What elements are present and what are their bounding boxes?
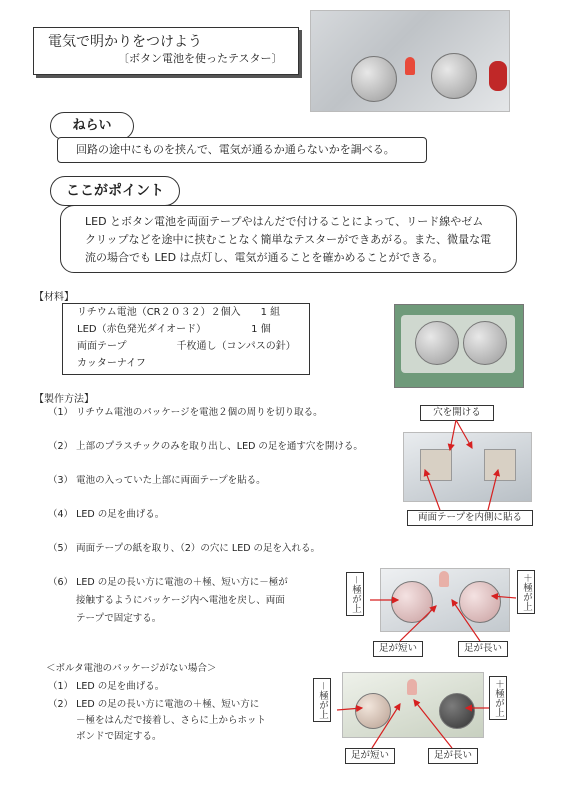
led-image (439, 571, 449, 587)
battery-image (463, 321, 507, 365)
hole-label: 穴を開ける (420, 405, 494, 421)
tape-square-image (420, 449, 452, 481)
method-step: 接触するようにパッケージ内へ電池を戻し、両面 (76, 595, 285, 606)
scissors-handle-image (489, 61, 507, 91)
material-item: LED（赤色発光ダイオード） 1 個 (77, 324, 271, 335)
battery-image (351, 56, 397, 102)
alt-step: （1） LED の足を曲げる。 (48, 681, 165, 692)
point-line: クリップなどを途中に挟むことなく簡単なテスターができあがる。また、微量な電 (85, 233, 492, 246)
led-image (405, 57, 415, 75)
page-subtitle: 〔ボタン電池を使ったテスター〕 (118, 52, 283, 65)
method-step: （2） 上部のプラスチックのみを取り出し、LED の足を通す穴を開ける。 (48, 441, 363, 452)
page-title: 電気で明かりをつけよう (48, 34, 202, 50)
battery-image (439, 693, 475, 729)
point-line: LED とボタン電池を両面テープやはんだで付けることによって、リード線やゼム (85, 215, 484, 228)
alt-step: －極をはんだで接着し、さらに上からホット (76, 715, 267, 726)
battery-image (431, 53, 477, 99)
method-step: （5） 両面テープの紙を取り、（2）の穴に LED の足を入れる。 (48, 543, 321, 554)
battery-image (391, 581, 433, 623)
scissors-tester-photo (310, 10, 510, 112)
material-item: 両面テープ 千枚通し（コンパスの針） (77, 341, 296, 352)
method-heading: 【製作方法】 (34, 394, 94, 405)
method-step: （6） LED の足の長い方に電池の＋極、短い方に－極が (48, 577, 288, 588)
alt-step: （2） LED の足の長い方に電池の＋極、短い方に (48, 699, 260, 710)
soldered-tester-photo (342, 672, 484, 738)
battery-image (459, 581, 501, 623)
aim-text: 回路の途中にものを挟んで、電気が通るか通らないかを調べる。 (76, 143, 395, 156)
point-box (60, 205, 517, 273)
materials-box (62, 303, 310, 375)
plus-pole-label: ＋極が上 (517, 570, 535, 614)
alt-heading: ＜ボルタ電池のパッケージがない場合＞ (46, 663, 217, 674)
material-item: リチウム電池（CR２０３２）２個入 1 組 (77, 307, 281, 318)
method-step: （1） リチウム電池のパッケージを電池２個の周りを切り取る。 (48, 407, 323, 418)
title-box (33, 27, 299, 75)
aim-heading: ねらい (50, 112, 134, 140)
tape-label: 両面テープを内側に貼る (407, 510, 533, 526)
aim-box (57, 137, 427, 163)
plus-pole-label: ＋極が上 (489, 676, 507, 720)
materials-heading: 【材料】 (34, 292, 74, 303)
point-heading: ここがポイント (50, 176, 180, 206)
method-step: テープで固定する。 (76, 613, 162, 624)
battery-image (415, 321, 459, 365)
package-cut-photo (403, 432, 532, 502)
tape-square-image (484, 449, 516, 481)
material-item: カッターナイフ (77, 358, 146, 369)
minus-pole-label: －極が上 (313, 678, 331, 722)
short-leg-label: 足が短い (345, 748, 395, 764)
long-leg-label: 足が長い (458, 641, 508, 657)
method-step: （3） 電池の入っていた上部に両面テープを貼る。 (48, 475, 266, 486)
battery-image (355, 693, 391, 729)
long-leg-label: 足が長い (428, 748, 478, 764)
point-line: 流の場合でも LED は点灯し、電気が通ることを確かめることができる。 (85, 251, 444, 264)
minus-pole-label: －極が上 (346, 572, 364, 616)
alt-step: ボンドで固定する。 (76, 731, 162, 742)
battery-package-photo (394, 304, 524, 388)
method-step: （4） LED の足を曲げる。 (48, 509, 165, 520)
led-image (407, 679, 417, 695)
short-leg-label: 足が短い (373, 641, 423, 657)
tester-photo (380, 568, 510, 632)
